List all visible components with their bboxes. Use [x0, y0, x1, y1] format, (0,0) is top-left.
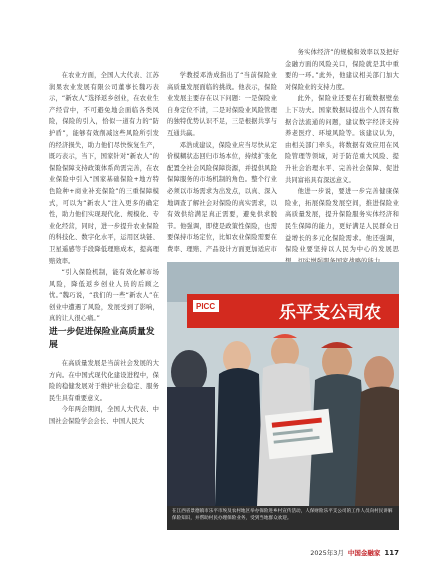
page-footer — [310, 548, 399, 557]
paragraph: 学教授邓浩成指出了“当前保险业高质量发展面临的挑战。他表示，保险业发展主要存在以下问题：一是保险业自身定位不清，二是对保险业风险管理的独特优势认识不足，三是根据共享与互通共赢。 — [167, 72, 277, 137]
paragraph: 此外，保险业还要在打破数据壁垒上下功夫。国家数据局提出个人因有数据合法流通的问题，建议数字经济支持养老医疗、环境风险等。该建议认为，由相关部门牵头，将数据有效应用在风险管理等领域，对于防范重大风险、提升社会治理水平、完善社会保障、促进共同富裕具有深远意义。 — [285, 95, 399, 184]
paragraph: 务实体经济”的规模和效率以及把好金融方面的风险关口，保险就是其中重要的一环。”此外，他建议相关部门加大对保险业的支持力度。 — [285, 49, 399, 91]
text-column-3 — [285, 47, 399, 267]
text-column-1-continued — [49, 358, 159, 428]
text-column-2 — [167, 70, 277, 254]
paragraph: “引入保险机制，能有效化解市场风险，降低返乡创业人员的后顾之忧。”魏巧说，“我们的一些“新农人”在创业中遭遇了风险，发展受到了影响，真的让人很心痛。” — [49, 269, 159, 323]
paragraph: 他进一步说，要进一步完善健康保险业，拓展保险发展空间，推进保险业高质量发展，提升保险服务实体经济和民生保障的能力，更好满足人民群众日益增长的多元化保险需求。他还强调，保险业要坚持以人民为中心的发展思 — [285, 188, 399, 254]
banner-logo: PICC — [196, 302, 216, 311]
section-heading: 进一步促进保险业高质量发展 — [49, 327, 155, 350]
paragraph: 邓浩成建议，保险业应当尽快从定价模糊状态回归市场本位，持续扩张化配置全社会风险保障资源，并提供风险保障服务的市场机制的角色。整个行业必须以市场需求为出发点，以真、深入地调查了解社会对保险的真实需求，以有效供给满足真正需要，避免供求脱节。他强调，即使是政策性保险，也需要保持市场定位，比如农业保险需要在费率、理赔、产品设计方面更加适应市 — [167, 141, 277, 253]
photo-caption: 在江西省景德镇市乐平市埃及农村地区举办保险进乡村宣传活动，人保财险乐平支公司的工作人员向村民讲解保险知识，并帮助村民办理保险业务，受到当地群众欢迎。 — [167, 506, 399, 530]
banner-text: 乐平支公司农 — [279, 303, 381, 323]
page-number: 117 — [384, 548, 399, 557]
paragraph: 今年两会期间，全国人大代表、中国社会保险学会会长、中国人民大 — [49, 406, 159, 425]
issue-date: 2025年3月 — [310, 549, 344, 557]
photo-illustration — [167, 262, 399, 506]
magazine-title: 中国金融家 — [347, 549, 381, 557]
paragraph: 在高质量发展是当前社会发展的大方向。在中国式现代化建设进程中，保险的稳健发展对于维护社会稳定、服务民生具有重要意义。 — [49, 360, 159, 402]
event-photo — [167, 262, 399, 506]
text-column-1 — [49, 70, 159, 325]
paragraph: 在农业方面，全国人大代表、江苏润果农业发展有限公司董事长魏巧表示，“新农人”选择返乡创业，在农业生产经营中，不可避免地会面临各类风险，保险的引入，恰似一道有力的“防护盾”，能够有效削减这些风险所引发的经济损失，助力他们尽快恢复生产，既巧表示，当下，国家针对“新农人”的保险保障支持政策体系尚需完善，在农业保险中引入“国家基础保险+地方特色险种+商业补充保险”的三重保障模式，可以为“新农人”注入更多的确定性，助力他们实现现代化、规模化、专业化经营，同时，进一步提升农业保险的科技化、数字化水平，运用区块链、卫星遥感等手段降低理赔成本，提高理赔效率。 — [49, 72, 159, 265]
